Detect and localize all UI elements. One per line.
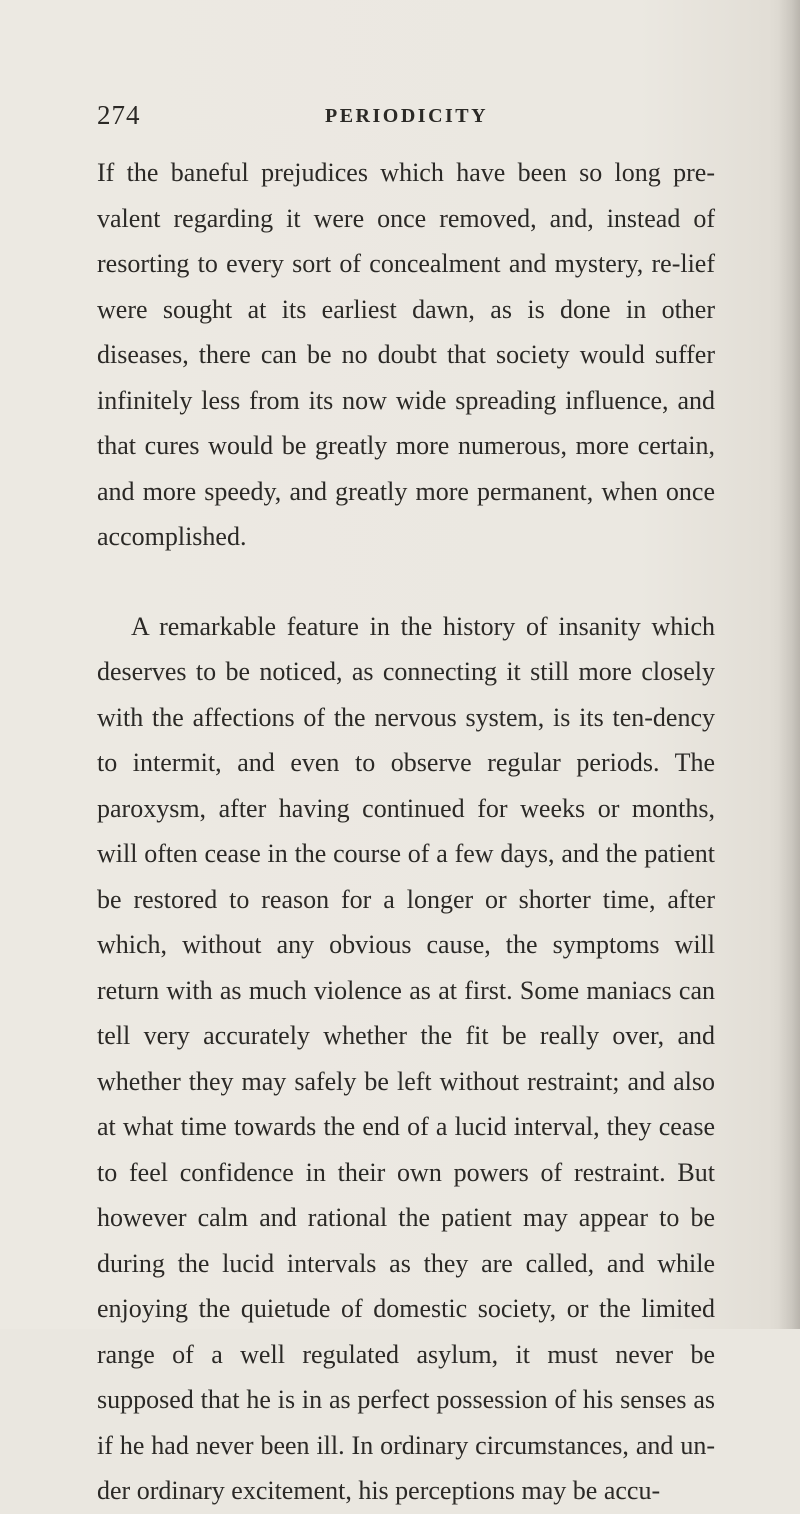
running-title: PERIODICITY: [325, 105, 489, 127]
body-text: [97, 150, 715, 1514]
paragraph-1: If the baneful prejudices which have been so long pre-valent regarding it were once removed, and, instead of resorting to every sort of concealment and mystery, re-lief were sought at its earliest dawn, as is done in other diseases, there can be no doubt that society would suffer infinitely less from its now wide spreading influence, and that cures would be greatly more numerous, more certain, and more speedy, and greatly more permanent, when once accomplished.: [97, 158, 715, 551]
page-number: 274: [97, 100, 141, 130]
page-edge-shadow: [778, 0, 800, 1329]
page-header: [97, 100, 717, 140]
paragraph-2: A remarkable feature in the history of insanity which deserves to be noticed, as connecting it still more closely with the affections of the nervous system, is its ten-dency to intermit, and even to observe regular periods. The paroxysm, after having continued for weeks or months, will often cease in the course of a few days, and the patient be restored to reason for a longer or shorter time, after which, without any obvious cause, the symptoms will return with as much violence as at first. Some maniacs can tell very accurately whether the fit be really over, and whether they may safely be left without restraint; and also at what time towards the end of a lucid interval, they cease to feel confidence in their own powers of restraint. But however calm and rational the patient may appear to be during the lucid intervals as they are called, and while enjoying the quietude of domestic society, or the limited range of a well regulated asylum, it must never be supposed that he is in as perfect possession of his senses as if he had never been ill. In ordinary circumstances, and un-der ordinary excitement, his perceptions may be accu-: [97, 611, 715, 1505]
